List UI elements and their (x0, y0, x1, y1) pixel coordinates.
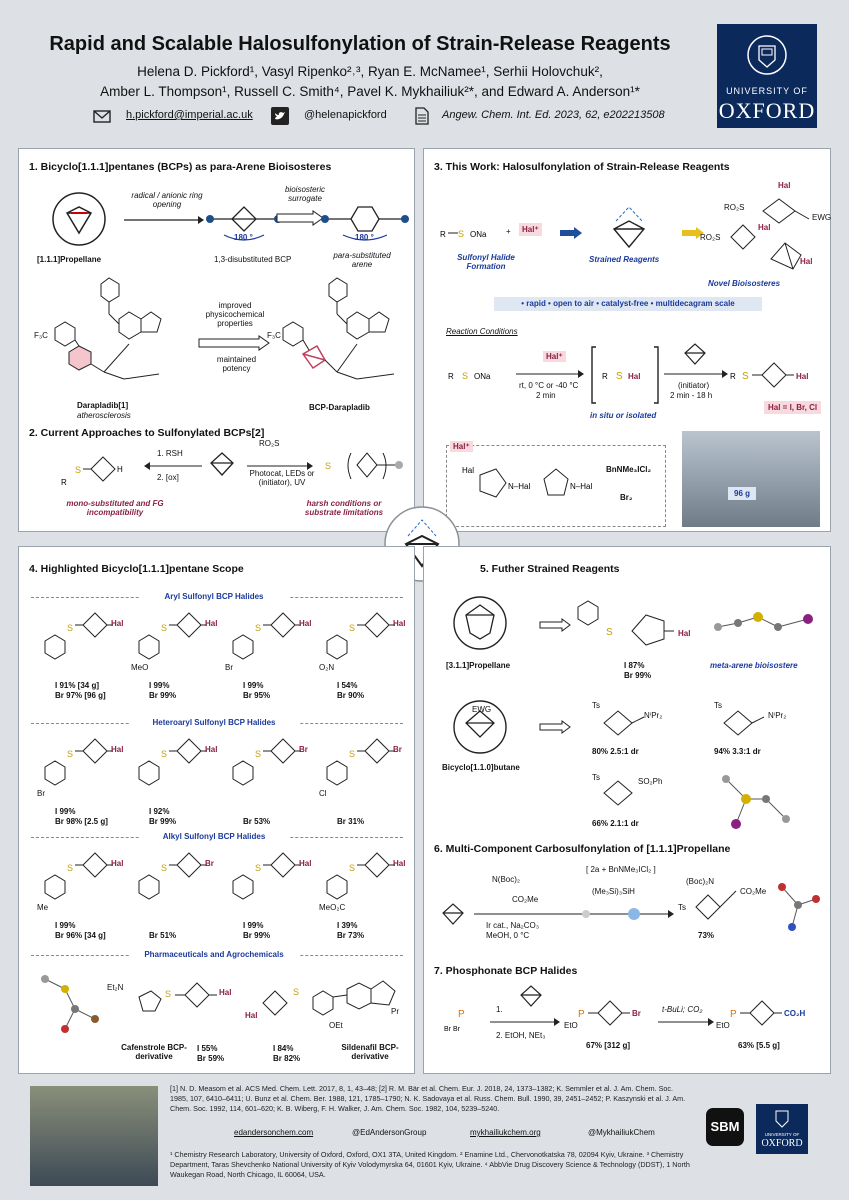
properties-label: improved physicochemical properties (205, 301, 265, 328)
logo-small-text-1: UNIVERSITY OF (764, 1132, 800, 1137)
alk-structure-1 (37, 845, 127, 925)
oligomer-sulfonyl-bcp (319, 445, 409, 489)
f3c-label-2: F₃C (267, 331, 281, 340)
xray-structure-1 (35, 969, 105, 1049)
s6-reag-2: (Me₃Si)₃SiH (592, 887, 635, 896)
caf-yield-1: I 55% (197, 1044, 218, 1053)
s7-yield-2: 63% [5.5 g] (738, 1041, 780, 1050)
hal-plus-badge-2: Hal⁺ (543, 351, 566, 362)
arrow-s7-2 (658, 1017, 714, 1027)
prop311-structure (450, 593, 510, 653)
references: [1] N. D. Measom et al. ACS Med. Chem. Lett. 2017, 8, 1, 43–48; [2] R. M. Bär et al. Chem. Eur. J. 2018, 24, 1373–1382; K. Semmler et al. J. Am. Chem. Soc. 1985, 107, 6410–6411; U. Bunz et al. Chem. Ber. 1988, 121, 1785–1790; N. K. Sadovaya et al. Russ. Chem. Bull. 1990, 39, 2451–2452; P. Kaszynski et al. J. Am. Chem. Soc. 1992, 114, 601–620; K. B. Wiberg, F. H. Walker, J. Am. Chem. Soc. 1982, 104, 5239–5240. (170, 1084, 686, 1113)
aryl-yield-b-3: Br 95% (243, 691, 271, 700)
aryl-yield-b-4: Br 90% (337, 691, 365, 700)
svg-text:S: S (255, 749, 262, 759)
svg-text:ONa: ONa (470, 230, 487, 239)
ts-label-2: Ts (714, 701, 722, 710)
svg-text:P: P (578, 1009, 585, 1020)
limitation-2: harsh conditions or substrate limitations (304, 499, 384, 517)
propellane-s7 (518, 983, 544, 1009)
het-yield-b-2: Br 99% (149, 817, 177, 826)
svg-text:S: S (349, 623, 356, 633)
pbr3-structure (444, 997, 484, 1037)
arrow-open-2 (199, 336, 269, 350)
alk-structure-3 (225, 845, 315, 925)
pr-label: Pr (391, 1007, 399, 1016)
aryl-yield-a-2: I 99% (149, 681, 170, 690)
sulfinate-structure (440, 219, 500, 249)
scale-badge: 96 g (728, 487, 756, 500)
reagent-2: Br₂ (620, 493, 633, 502)
prop311-product (574, 593, 694, 653)
angle-label-1: 180 ° (234, 233, 253, 242)
panel-this-work (423, 148, 831, 532)
alk-sub-1: Me (37, 903, 49, 912)
s6-yield: 73% (698, 931, 715, 940)
rc-time-2: 2 min - 18 h (670, 391, 713, 400)
rc-time-1: 2 min (536, 391, 556, 400)
arrow-rc-1 (516, 369, 584, 379)
svg-text:S: S (67, 749, 74, 759)
het-yield-a-2: I 92% (149, 807, 170, 816)
ro2s-label: RO₂S (259, 439, 280, 448)
svg-text:S: S (161, 623, 168, 633)
het-yield-b-3: Br 53% (243, 817, 271, 826)
caf-yield-2: Br 59% (197, 1054, 225, 1063)
het-hal-4: Br (393, 745, 402, 754)
hal-label-c: Hal (800, 257, 813, 266)
angle-label-2: 180 ° (355, 233, 374, 242)
product-rc (730, 357, 820, 393)
het-yield-a-1: I 99% (55, 807, 76, 816)
co2me-label-1: CO₂Me (512, 895, 539, 904)
svg-text:Hal: Hal (628, 372, 641, 381)
poster-title: Rapid and Scalable Halosulfonylation of Strain-Release Reagents (49, 33, 671, 55)
arrow-s6 (474, 909, 674, 919)
ts-label-3: Ts (592, 773, 600, 782)
bcb-yield-3: 66% 2.1:1 dr (592, 819, 639, 828)
blue-arrow (560, 227, 582, 239)
features-pill: • rapid • open to air • catalyst-free • multidecagram scale (494, 297, 762, 311)
svg-text:S: S (75, 465, 82, 475)
group-photo (30, 1086, 158, 1186)
svg-text:S: S (293, 987, 300, 997)
photocat-label: Photocat, LEDs or (initiator), UV (249, 469, 315, 487)
het-sub-1: Br (37, 789, 45, 798)
svg-text:P: P (730, 1009, 737, 1020)
svg-text:S: S (742, 371, 749, 382)
panel-bcp-scope (18, 546, 415, 1074)
aryl-hal-3: Hal (299, 619, 312, 628)
svg-text:S: S (255, 863, 262, 873)
svg-text:S: S (462, 371, 469, 381)
aryl-structure-1 (37, 605, 127, 685)
alk-hal-3: Hal (299, 859, 312, 868)
section-5-title: 5. Futher Strained Reagents (480, 563, 620, 575)
scale-photo (682, 431, 820, 527)
hal-plus-badge-3: Hal⁺ (450, 441, 473, 452)
mono-sulfonyl-bcp (59, 449, 129, 489)
het-structure-4 (319, 731, 409, 811)
s7-co2h: CO₂H (784, 1009, 806, 1018)
svg-text:N–Hal: N–Hal (508, 482, 531, 491)
section-3-title: 3. This Work: Halosulfonylation of Strain-Release Reagents (434, 161, 730, 173)
hal-plus-badge: Hal⁺ (519, 223, 542, 236)
section-6-title: 6. Multi-Component Carbosulfonylation of [1.1.1]Propellane (434, 843, 731, 855)
twitter-icon (271, 107, 289, 125)
cafenstrole-structure (109, 977, 239, 1037)
ts-label-1: Ts (592, 701, 600, 710)
xray-meta (708, 597, 818, 657)
sulfonyl-halide-bracket (590, 345, 660, 405)
ewg-label-a: EWG (812, 213, 832, 222)
alk-yield-b-4: Br 73% (337, 931, 365, 940)
footer-link-1[interactable]: edandersonchem.com (234, 1128, 314, 1137)
authors-line-2: Amber L. Thompson¹, Russell C. Smith⁴, Pavel K. Mykhailiuk²*, and Edward A. Anderson¹* (100, 84, 640, 99)
het-structure-1 (37, 731, 127, 811)
document-icon (414, 107, 430, 125)
arrow-rc-2 (664, 369, 728, 379)
aryl-sub-4: O₂N (319, 663, 335, 672)
bcb-label: Bicyclo[1.1.0]butane (442, 763, 520, 772)
svg-text:S: S (67, 623, 74, 633)
bcb-yield-2: 94% 3.3:1 dr (714, 747, 761, 756)
s6-cond-1: Ir cat., Na₂CO₃ (486, 921, 540, 930)
alk-hal-4: Hal (393, 859, 406, 868)
het-sub-4: Cl (319, 789, 327, 798)
aryl-sub-2: MeO (131, 663, 149, 672)
svg-text:S: S (165, 989, 172, 999)
citation: Angew. Chem. Int. Ed. 2023, 62, e202213508 (442, 109, 665, 121)
footer-link-3[interactable]: mykhailiukchem.org (470, 1128, 541, 1137)
het-yield-b-1: Br 98% [2.5 g] (55, 817, 108, 826)
s6-product-boc: (Boc)₂N (686, 877, 714, 886)
bcp-label: 1,3-disubstituted BCP (214, 255, 292, 264)
svg-text:S: S (349, 863, 356, 873)
potency-label: maintained potency (216, 355, 257, 373)
aryl-sub-3: Br (225, 663, 233, 672)
svg-text:S: S (349, 749, 356, 759)
co2me-label-2: CO₂Me (740, 887, 767, 896)
footer-link-4[interactable]: @MykhailiukChem (588, 1128, 655, 1137)
twitter-handle[interactable]: @helenapickford (304, 109, 387, 121)
oet-label: OEt (329, 1021, 343, 1030)
alk-yield-a-4: I 39% (337, 921, 358, 930)
aryl-yield-b-2: Br 99% (149, 691, 177, 700)
subhead-heteroaryl: Heteroaryl Sulfonyl BCP Halides (129, 718, 299, 727)
svg-text:N–Hal: N–Hal (570, 482, 593, 491)
eto-1: EtO (564, 1021, 578, 1030)
propellane-small (207, 449, 237, 479)
ro2s-label-a: RO₂S (724, 203, 745, 212)
het-hal-2: Hal (205, 745, 218, 754)
nboc-label: N(Boc)₂ (492, 875, 520, 884)
svg-text:S: S (255, 623, 262, 633)
oxford-crest-icon (746, 32, 788, 78)
darapladib-label: Darapladib[1] (77, 401, 129, 410)
xray-bcb (706, 769, 806, 839)
cafenstrole-label: Cafenstrole BCP-derivative (121, 1043, 187, 1061)
aryl-hal-1: Hal (111, 619, 124, 628)
oxford-logo-small (756, 1104, 808, 1154)
bcp-darapladib-label: BCP-Darapladib (309, 403, 370, 412)
reagent-1: BnNMe₃ICl₂ (606, 465, 652, 474)
eto-2: EtO (716, 1021, 730, 1030)
et2n-label: Et₂N (107, 983, 124, 992)
arrow-open-5b (540, 721, 570, 733)
svg-text:R: R (448, 372, 454, 381)
prop311-hal: Hal (678, 629, 691, 638)
s7-step-1: 1. (496, 1005, 503, 1014)
svg-text:Hal: Hal (796, 372, 809, 381)
sild-yield-1: I 84% (273, 1044, 294, 1053)
propellane-structure (49, 189, 109, 249)
sild-yield-2: Br 82% (273, 1054, 301, 1063)
alk-yield-b-3: Br 99% (243, 931, 271, 940)
alk-structure-4 (319, 845, 409, 925)
aryl-hal-4: Hal (393, 619, 406, 628)
arrow-s7-1 (490, 1017, 560, 1027)
aryl-yield-a-3: I 99% (243, 681, 264, 690)
svg-text:S: S (458, 229, 465, 239)
svg-text:S: S (161, 863, 168, 873)
dih-structure (460, 459, 530, 515)
arene-label: para-substituted arene (333, 251, 391, 269)
surrogate-label: bioisosteric surrogate (284, 185, 325, 203)
prop311-yield-2: Br 99% (624, 671, 652, 680)
xray-s6 (772, 877, 828, 937)
bcp-darapladib-structure (269, 274, 414, 404)
svg-text:H: H (117, 465, 123, 474)
s6-cond-2: MeOH, 0 °C (486, 931, 530, 940)
sulfinate-2 (448, 361, 508, 391)
hal-definition: Hal = I, Br, Cl (764, 401, 821, 414)
sildenafil-label: Sildenafil BCP-derivative (341, 1043, 399, 1061)
disease-label: atherosclerosis (77, 411, 131, 420)
hal-label-b: Hal (758, 223, 771, 232)
het-structure-3 (225, 731, 315, 811)
arrow-open-1 (277, 211, 323, 225)
oxford-small-crest-icon (774, 1109, 790, 1129)
sulfonyl-halide-label: Sulfonyl Halide Formation (457, 253, 515, 271)
alk-yield-b-1: Br 96% [34 g] (55, 931, 106, 940)
s7-cond: t-BuLi; CO₂ (662, 1005, 703, 1014)
arrow-1 (124, 215, 204, 225)
rc-cond-1: rt, 0 °C or -40 °C (519, 381, 579, 390)
nhs-structure (534, 459, 604, 515)
logo-text-2: OXFORD (718, 98, 816, 123)
section-7-title: 7. Phosphonate BCP Halides (434, 965, 578, 977)
initiator-label: (initiator) (678, 381, 710, 390)
bcb-yield-1: 80% 2.5:1 dr (592, 747, 639, 756)
sbm-logo: SBM (706, 1108, 744, 1146)
alk-hal-2: Br (205, 859, 214, 868)
darapladib-structure (29, 274, 179, 404)
s6-reag-1: [ 2a + BnNMe₃ICl₂ ] (586, 865, 656, 874)
aryl-hal-2: Hal (205, 619, 218, 628)
f3c-label-1: F₃C (34, 331, 48, 340)
section-2-title: 2. Current Approaches to Sulfonylated BCPs[2] (29, 427, 265, 439)
subhead-pharma: Pharmaceuticals and Agrochemicals (129, 950, 299, 959)
svg-text:S: S (325, 461, 332, 471)
meta-label: meta-arene bioisostere (710, 661, 798, 670)
arrow-open-5a (540, 619, 570, 631)
rsh-label: 1. RSH (157, 449, 183, 458)
svg-text:Br Br: Br Br (444, 1026, 460, 1033)
prop311-label: [3.1.1]Propellane (446, 661, 511, 670)
section-4-title: 4. Highlighted Bicyclo[1.1.1]pentane Scope (29, 563, 244, 575)
s6-ts: Ts (678, 903, 686, 912)
aryl-structure-4 (319, 605, 409, 685)
s7-yield-1: 67% [312 g] (586, 1041, 631, 1050)
npr-label-2: NⁱPr₂ (768, 711, 787, 720)
ring-opening-label: radical / anionic ring opening (131, 191, 203, 209)
alk-hal-1: Hal (111, 859, 124, 868)
aryl-yield-a-1: I 91% [34 g] (55, 681, 100, 690)
s7-br: Br (632, 1009, 641, 1018)
section-1-title: 1. Bicyclo[1.1.1]pentanes (BCPs) as para-Arene Bioisosteres (29, 161, 332, 173)
limitation-1: mono-substituted and FG incompatibility (66, 499, 164, 517)
links-row (234, 1128, 694, 1142)
subhead-alkyl: Alkyl Sulfonyl BCP Halides (139, 832, 289, 841)
novel-label: Novel Bioisosteres (708, 279, 781, 288)
het-structure-2 (131, 731, 221, 811)
alk-yield-a-1: I 99% (55, 921, 76, 930)
svg-text:Hal: Hal (462, 466, 475, 475)
npr-label-1: NⁱPr₂ (644, 711, 663, 720)
arrow-left (144, 461, 202, 471)
so2ph-label: SO₂Ph (638, 777, 663, 786)
email-icon (93, 108, 111, 124)
authors-line-1: Helena D. Pickford¹, Vasyl Ripenko²˒³, Ryan E. McNamee¹, Serhii Holovchuk², (137, 64, 603, 79)
svg-text:R: R (61, 478, 67, 487)
propellane-s6 (440, 901, 466, 927)
strained-label: Strained Reagents (589, 255, 660, 264)
het-hal-1: Hal (111, 745, 124, 754)
reaction-conditions-heading: Reaction Conditions (446, 327, 518, 336)
ro2s-label-b: RO₂S (700, 233, 721, 242)
svg-text:P: P (458, 1009, 465, 1020)
aryl-structure-3 (225, 605, 315, 685)
bcb-ewg: EWG (472, 705, 492, 714)
svg-text:S: S (67, 863, 74, 873)
s7-step-2: 2. EtOH, NEt₃ (496, 1031, 546, 1040)
svg-text:S: S (606, 627, 613, 638)
aryl-yield-a-4: I 54% (337, 681, 358, 690)
alk-sub-4: MeO₂C (319, 903, 346, 912)
logo-small-text-2: OXFORD (761, 1138, 803, 1149)
svg-text:S: S (161, 749, 168, 759)
panel-strained-reagents (423, 546, 831, 1074)
hal-label-a: Hal (778, 181, 791, 190)
alk-yield-b-2: Br 51% (149, 931, 177, 940)
alk-structure-2 (131, 845, 221, 925)
logo-text-1: UNIVERSITY OF (726, 86, 808, 96)
svg-text:ONa: ONa (474, 372, 491, 381)
plus-label: + (506, 227, 511, 236)
svg-text:R: R (602, 372, 608, 381)
footer-link-2[interactable]: @EdAndersonGroup (352, 1128, 427, 1137)
alk-yield-a-3: I 99% (243, 921, 264, 930)
ox-label: 2. [ox] (157, 473, 179, 482)
strained-reagent-structure (604, 203, 654, 253)
aryl-structure-2 (131, 605, 221, 685)
panel-bcp-intro (18, 148, 415, 532)
svg-text:S: S (616, 371, 623, 382)
prop311-yield-1: I 87% (624, 661, 645, 670)
het-yield-b-4: Br 31% (337, 817, 365, 826)
subhead-aryl: Aryl Sulfonyl BCP Halides (139, 592, 289, 601)
svg-text:R: R (730, 372, 736, 381)
propellane-rc (682, 341, 708, 367)
svg-text:R: R (440, 230, 446, 239)
affiliations: ¹ Chemistry Research Laboratory, University of Oxford, Oxford, OX1 3TA, United Kingdom. ² Enamine Ltd., Chervonotkatska 78, 02094 Kyiv, Ukraine. ³ Chemistry Department, Taras Shevchenko National University of Kyiv Volodymyrska 64, 01601 Kyiv, Ukraine. ⁴ AbbVie Drug Discovery Science & Technology (DDST), 1 North Waukegan Road, North Chicago, IL 60064, USA. (170, 1150, 690, 1179)
email-link[interactable]: h.pickford@imperial.ac.uk (126, 109, 253, 121)
aryl-yield-b-1: Br 97% [96 g] (55, 691, 106, 700)
caf-hal: Hal (219, 988, 232, 997)
propellane-label: [1.1.1]Propellane (37, 255, 102, 264)
het-hal-3: Br (299, 745, 308, 754)
insitu-label: in situ or isolated (590, 411, 657, 420)
oxford-logo (717, 24, 817, 128)
sild-hal: Hal (245, 1011, 258, 1020)
